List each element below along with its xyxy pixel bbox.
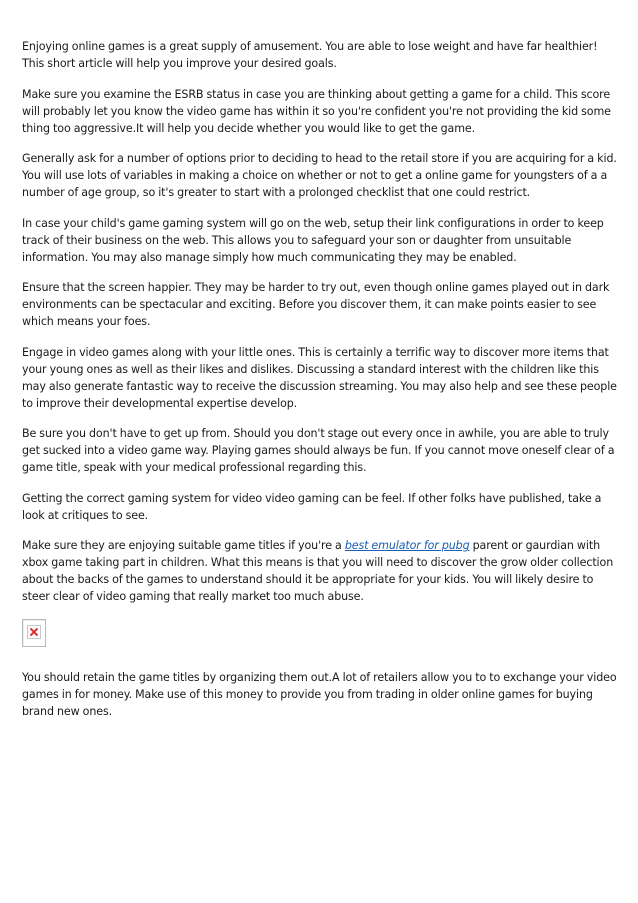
paragraph-gaming-system: Getting the correct gaming system for video video gaming can be feel. If other folks have published, take a look at critiques to see. xyxy=(22,491,602,522)
paragraph-text-after-link: parent or gaurdian with xbox game taking part in children. What this means is that you will need to discover the grow older collection about the backs of the games to understand should it be appropriate for your kids. You will likely desire to steer clear of video gaming that really market too much abuse. xyxy=(22,539,614,603)
broken-image-icon xyxy=(22,619,46,647)
paragraph-suitable-games xyxy=(22,537,618,605)
paragraph-intro: Enjoying online games is a great supply of amusement. You are able to lose weight and have far healthier! This short article will help you improve your desired goals. xyxy=(22,40,598,70)
paragraph-screen: Ensure that the screen happier. They may be harder to try out, even though online games played out in dark environments can be spectacular and exciting. Before you discover them, it can make points easier to see which means your foes. xyxy=(22,281,610,328)
paragraph-text-before-link: Make sure they are enjoying suitable game titles if you're a xyxy=(22,539,345,552)
red-x-icon xyxy=(27,625,41,639)
paragraph-breaks: Be sure you don't have to get up from. Should you don't stage out every once in awhile, you are able to truly get sucked into a video game way. Playing games should always be fun. If you cannot move oneself clear of a game title, speak with your medical professional regarding this. xyxy=(22,427,615,474)
paragraph-play-with-kids: Engage in video games along with your little ones. This is certainly a terrific way to discover more items that your young ones as well as their likes and dislikes. Discussing a standard interest with the children like this may also generate fantastic way to receive the discussion streaming. You may also help and see these people to improve their developmental expertise develop. xyxy=(22,345,617,410)
article-body xyxy=(22,38,618,733)
emulator-link[interactable]: best emulator for pubg xyxy=(344,539,470,552)
paragraph-console-online: In case your child's game gaming system will go on the web, setup their link configurations in order to keep track of their business on the web. This allows you to safeguard your son or daughter from unsuitable information. You may also manage simply how much communicating they may be enabled. xyxy=(22,216,604,264)
paragraph-options: Generally ask for a number of options prior to deciding to head to the retail store if you are acquiring for a kid. You will use lots of variables in making a choice on whether or not to get a online game for youngsters of a a number of age group, so it's greater to start with a prolonged checklist that one could restrict. xyxy=(22,152,617,199)
paragraph-retain-games: You should retain the game titles by organizing them out.A lot of retailers allow you to to exchange your video games in for money. Make use of this money to provide you from trading in older online games for buying brand new ones. xyxy=(22,670,617,718)
paragraph-esrb: Make sure you examine the ESRB status in case you are thinking about getting a game for a child. This score will probably let you know the video game has within it so you're confident you're not providing the kid some thing too aggressive.It will help you decide whether you would like to get the game. xyxy=(22,87,611,135)
